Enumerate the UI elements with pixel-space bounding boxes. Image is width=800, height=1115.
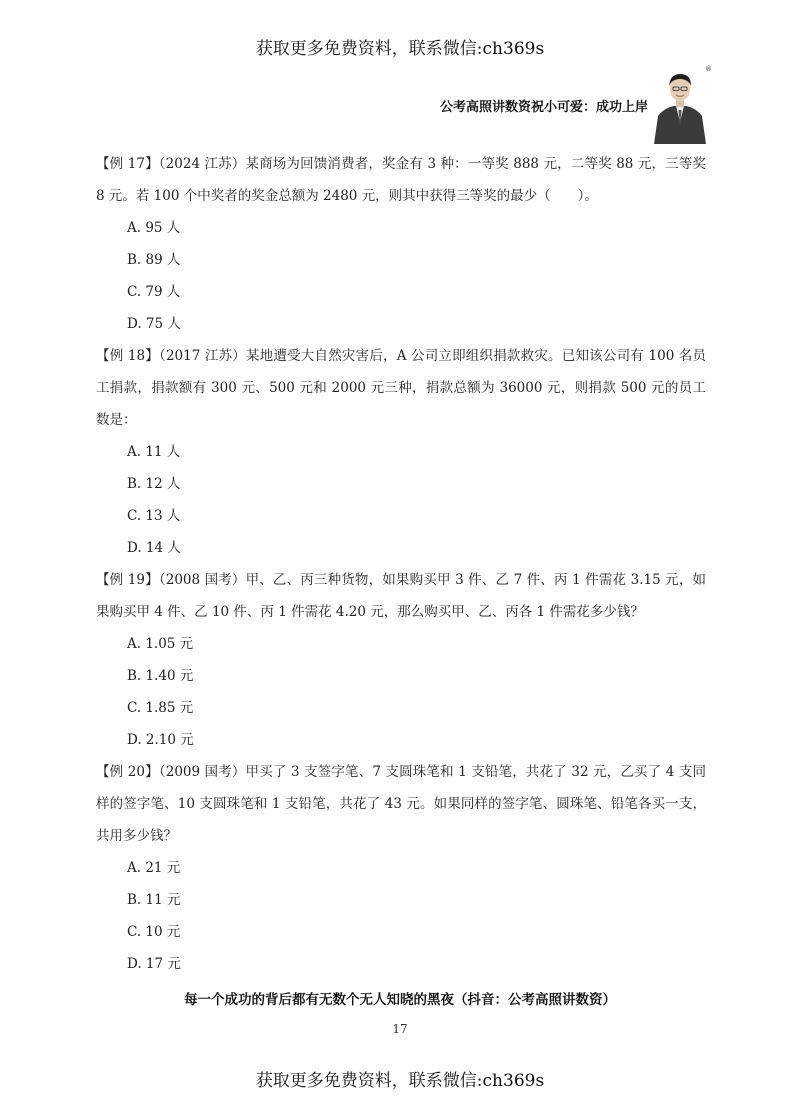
option-b: B. 89 人 xyxy=(127,252,181,268)
question-tag: 【例 20】 xyxy=(96,764,159,780)
option-a: A. 95 人 xyxy=(127,220,181,236)
header-slogan: 公考高照讲数资祝小可爱：成功上岸 xyxy=(439,100,648,115)
question-tag: 【例 17】 xyxy=(96,156,159,172)
option-c: C. 1.85 元 xyxy=(127,700,194,716)
question-tag: 【例 19】 xyxy=(96,572,159,588)
author-portrait-icon xyxy=(650,64,710,144)
option-c: C. 13 人 xyxy=(127,508,181,524)
registered-mark: ® xyxy=(705,65,712,73)
question-text xyxy=(96,564,706,628)
option-c: C. 10 元 xyxy=(127,924,181,940)
page-number: 17 xyxy=(392,1022,408,1036)
question-block-17 xyxy=(96,148,706,340)
question-text xyxy=(96,148,706,212)
option-d: D. 2.10 元 xyxy=(127,732,194,748)
footer-motto: 每一个成功的背后都有无数个无人知晓的黑夜（抖音：公考高照讲数资） xyxy=(184,992,616,1008)
option-a: A. 11 人 xyxy=(127,444,181,460)
author-photo xyxy=(650,64,710,144)
option-b: B. 1.40 元 xyxy=(127,668,194,684)
option-d: D. 14 人 xyxy=(127,540,181,556)
option-a: A. 1.05 元 xyxy=(127,636,194,652)
question-body: （2017 江苏）某地遭受大自然灾害后，A 公司立即组织捐款救灾。已知该公司有 100 名员工捐款，捐款额有 300 元、500 元和 2000 元三种，捐款总额为 36000 元，则捐款 500 元的员工数是： xyxy=(96,348,706,428)
top-banner: 获取更多免费资料，联系微信:ch369s xyxy=(255,39,545,59)
option-b: B. 12 人 xyxy=(127,476,181,492)
question-list xyxy=(96,148,706,980)
question-body: （2024 江苏）某商场为回馈消费者，奖金有 3 种：一等奖 888 元，二等奖 88 元，三等奖 8 元。若 100 个中奖者的奖金总额为 2480 元，则其中获得三等奖的最少（ ）。 xyxy=(96,156,706,204)
question-block-20 xyxy=(96,756,706,980)
option-c: C. 79 人 xyxy=(127,284,181,300)
question-tag: 【例 18】 xyxy=(96,348,160,364)
question-text xyxy=(96,756,706,852)
question-body: （2008 国考）甲、乙、丙三种货物，如果购买甲 3 件、乙 7 件、丙 1 件需花 3.15 元，如果购买甲 4 件、乙 10 件、丙 1 件需花 4.20 元，那么购买甲、乙、丙各 1 件需花多少钱？ xyxy=(96,572,706,620)
question-body: （2009 国考）甲买了 3 支签字笔、7 支圆珠笔和 1 支铅笔，共花了 32 元，乙买了 4 支同样的签字笔、10 支圆珠笔和 1 支铅笔，共花了 43 元。如果同样的签字笔、圆珠笔、铅笔各买一支，共用多少钱？ xyxy=(96,764,706,844)
option-d: D. 75 人 xyxy=(127,316,181,332)
question-block-19 xyxy=(96,564,706,756)
option-d: D. 17 元 xyxy=(127,956,181,972)
option-a: A. 21 元 xyxy=(127,860,181,876)
bottom-banner: 获取更多免费资料，联系微信:ch369s xyxy=(255,1071,545,1091)
option-b: B. 11 元 xyxy=(127,892,181,908)
question-text xyxy=(96,340,706,436)
question-block-18 xyxy=(96,340,706,564)
